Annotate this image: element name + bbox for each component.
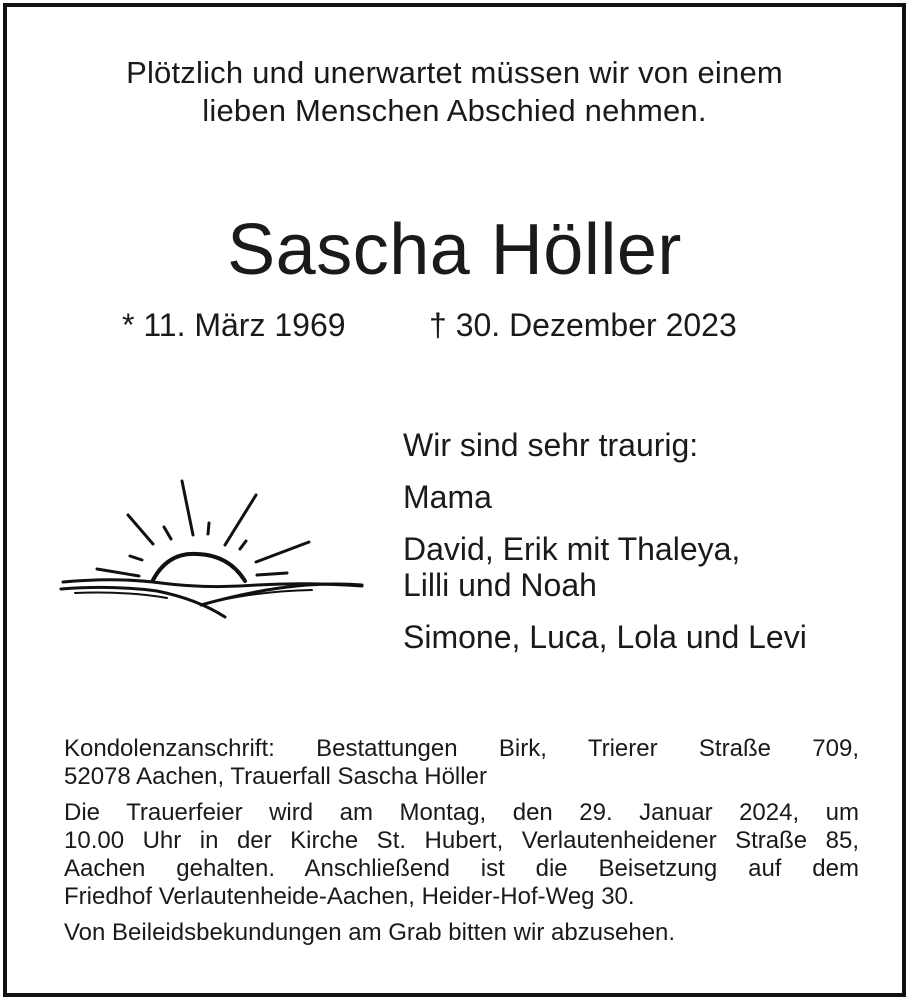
service-line-2: 10.00 Uhr in der Kirche St. Hubert, Verlautenheidener Straße 85, <box>64 827 859 854</box>
intro-text <box>7 54 902 130</box>
condolence-address <box>64 735 859 791</box>
intro-line-2: lieben Menschen Abschied nehmen. <box>202 93 707 128</box>
sunset-icon <box>57 477 367 627</box>
notice-border <box>3 3 906 997</box>
service-line-3: Aachen gehalten. Anschließend ist die Beisetzung auf dem <box>64 855 859 882</box>
service-line-4: Friedhof Verlautenheide-Aachen, Heider-Hof-Weg 30. <box>64 883 635 910</box>
mourner-children-line-2: Lilli und Noah <box>403 567 597 603</box>
mourner-children-line-1: David, Erik mit Thaleya, <box>403 531 741 567</box>
mourners-list <box>403 427 807 655</box>
mourner-mother: Mama <box>403 479 492 515</box>
condolence-request: Von Beileidsbekundungen am Grab bitten wir abzusehen. <box>64 919 676 946</box>
notes-block <box>64 735 859 947</box>
intro-line-1: Plötzlich und unerwartet müssen wir von einem <box>126 55 783 90</box>
service-line-1: Die Trauerfeier wird am Montag, den 29. Januar 2024, um <box>64 799 859 826</box>
condolence-line-1: Kondolenzanschrift: Bestattungen Birk, Trierer Straße 709, <box>64 735 859 762</box>
death-date: † 30. Dezember 2023 <box>429 307 737 343</box>
mourners-intro: Wir sind sehr traurig: <box>403 427 699 463</box>
deceased-name: Sascha Höller <box>227 210 682 290</box>
service-info <box>64 799 859 911</box>
birth-date: * 11. März 1969 <box>122 307 346 343</box>
mourner-others: Simone, Luca, Lola und Levi <box>403 619 807 655</box>
condolence-line-2: 52078 Aachen, Trauerfall Sascha Höller <box>64 763 487 790</box>
